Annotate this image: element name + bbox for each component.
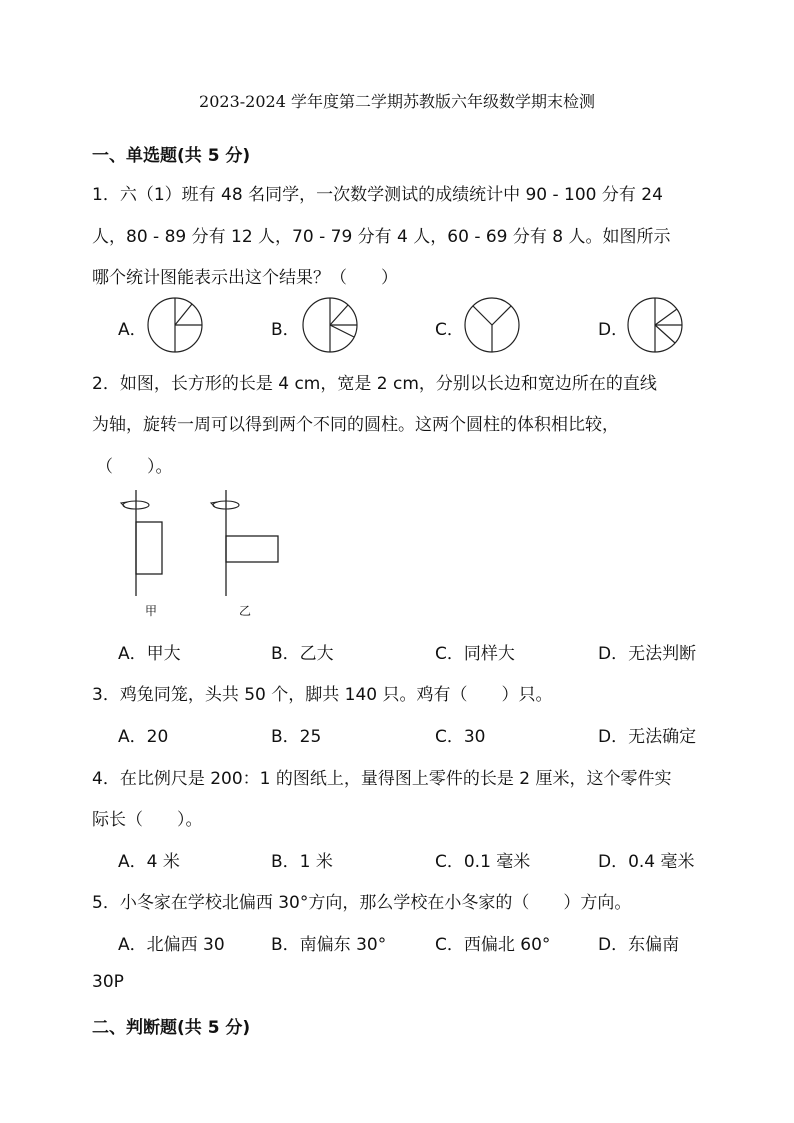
- question-3-line-1: 3．鸡兔同笼，头共 50 个，脚共 140 只。鸡有（ ）只。: [92, 685, 553, 705]
- q4-option-b: B．1 米: [271, 852, 333, 872]
- q5-option-d-overflow: 30P: [92, 972, 124, 992]
- section-heading-true-false: 二、判断题(共 5 分): [92, 1018, 251, 1038]
- q5-option-b: B．南偏东 30°: [271, 935, 387, 955]
- question-1-line-1: 1．六（1）班有 48 名同学，一次数学测试的成绩统计中 90 - 100 分有 24: [92, 185, 663, 205]
- q2-option-a: A．甲大: [118, 644, 181, 664]
- q2-option-d: D．无法判断: [598, 644, 697, 664]
- rotation-figure-jia: [118, 488, 178, 598]
- q5-option-d: D．东偏南: [598, 935, 680, 955]
- question-2-line-3: （ ）。: [96, 457, 173, 477]
- question-1-line-3: 哪个统计图能表示出这个结果？（ ）: [92, 268, 398, 288]
- question-2-line-1: 2．如图，长方形的长是 4 cm，宽是 2 cm，分别以长边和宽边所在的直线: [92, 374, 657, 394]
- q4-option-c: C．0.1 毫米: [435, 852, 531, 872]
- question-1-line-2: 人，80 - 89 分有 12 人，70 - 79 分有 4 人，60 - 69 分有 8 人。如图所示: [92, 227, 671, 247]
- q4-option-a: A．4 米: [118, 852, 180, 872]
- q1-option-a-label: A．: [118, 320, 147, 340]
- question-4-line-1: 4．在比例尺是 200：1 的图纸上，量得图上零件的长是 2 厘米，这个零件实: [92, 769, 672, 789]
- q3-option-a: A．20: [118, 727, 169, 747]
- q1-option-d-pie-icon: [627, 297, 683, 353]
- section-heading-single-choice: 一、单选题(共 5 分): [92, 146, 251, 166]
- q3-option-b: B．25: [271, 727, 322, 747]
- q4-option-d: D．0.4 毫米: [598, 852, 695, 872]
- question-2-line-2: 为轴，旋转一周可以得到两个不同的圆柱。这两个圆柱的体积相比较，: [92, 415, 619, 435]
- q1-option-d-label: D．: [598, 320, 629, 340]
- q5-option-c: C．西偏北 60°: [435, 935, 551, 955]
- q1-option-c-pie-icon: [464, 297, 520, 353]
- q1-option-b-pie-icon: [302, 297, 358, 353]
- q1-option-a-pie-icon: [147, 297, 203, 353]
- q1-option-c-label: C．: [435, 320, 464, 340]
- q5-option-a: A．北偏西 30: [118, 935, 225, 955]
- q1-option-b-label: B．: [271, 320, 300, 340]
- rotation-figure-yi: [208, 488, 288, 598]
- question-4-line-2: 际长（ ）。: [92, 810, 203, 830]
- figure-label-jia: 甲: [145, 604, 158, 618]
- q3-option-d: D．无法确定: [598, 727, 697, 747]
- question-5-line-1: 5．小冬家在学校北偏西 30°方向，那么学校在小冬家的（ ）方向。: [92, 893, 632, 913]
- q2-option-b: B．乙大: [271, 644, 334, 664]
- figure-label-yi: 乙: [239, 604, 252, 618]
- document-title: 2023-2024 学年度第二学期苏教版六年级数学期末检测: [199, 92, 595, 111]
- q3-option-c: C．30: [435, 727, 486, 747]
- q2-option-c: C．同样大: [435, 644, 515, 664]
